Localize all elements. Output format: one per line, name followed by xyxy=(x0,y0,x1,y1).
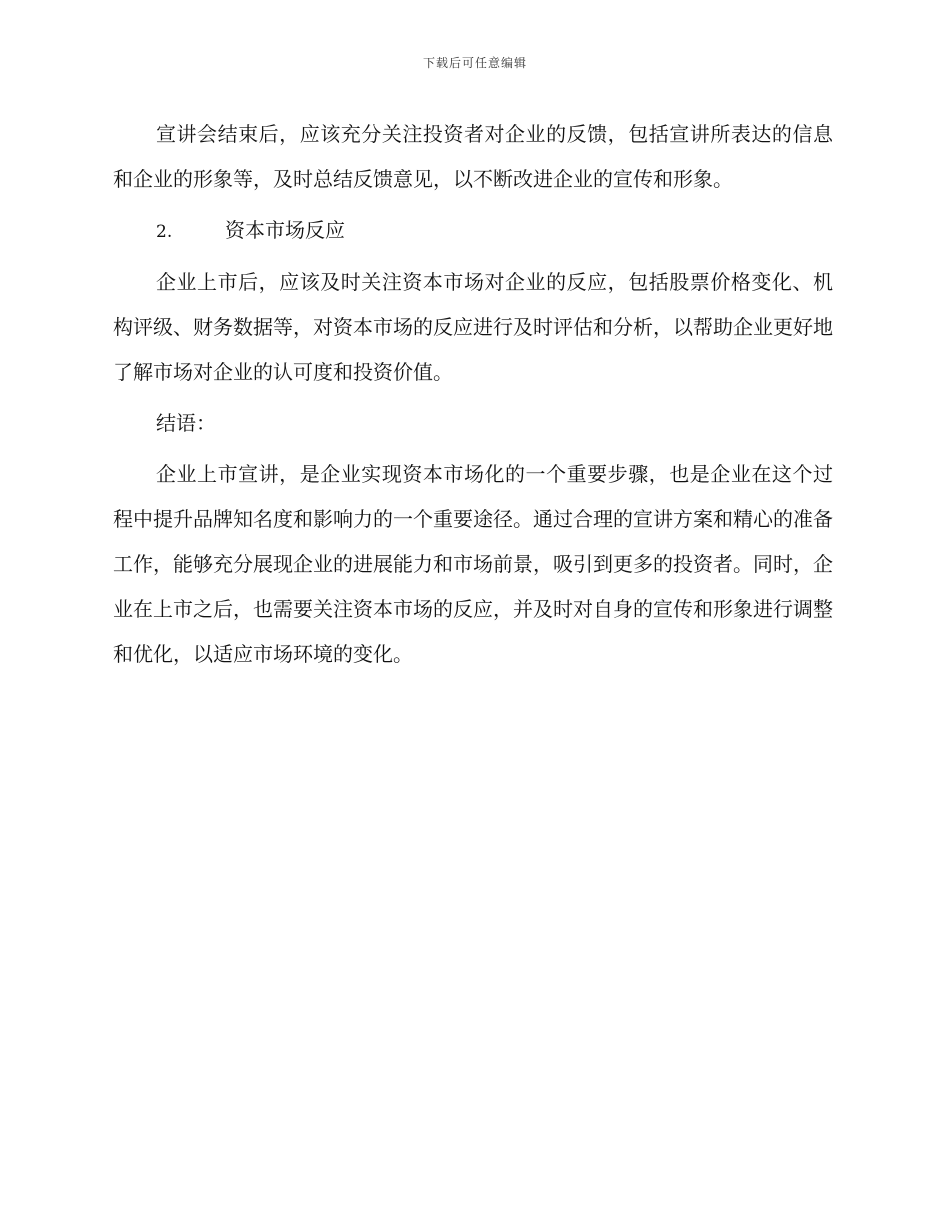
conclusion-label: 结语： xyxy=(156,411,216,435)
document-body xyxy=(113,112,833,679)
page-header: 下载后可任意编辑 xyxy=(422,56,527,70)
section-heading-capital-market xyxy=(113,208,833,255)
paragraph-capital-market: 企业上市后，应该及时关注资本市场对企业的反应，包括股票价格变化、机构评级、财务数据等，对资本市场的反应进行及时评估和分析，以帮助企业更好地了解市场对企业的认可度和投资价值。 xyxy=(113,270,833,384)
section-title: 资本市场反应 xyxy=(225,218,345,242)
paragraph-conclusion: 企业上市宣讲，是企业实现资本市场化的一个重要步骤，也是企业在这个过程中提升品牌知名度和影响力的一个重要途径。通过合理的宣讲方案和精心的准备工作，能够充分展现企业的进展能力和市场前景，吸引到更多的投资者。同时，企业在上市之后，也需要关注资本市场的反应，并及时对自身的宣传和形象进行调整和优化，以适应市场环境的变化。 xyxy=(113,462,833,666)
section-number: 2. xyxy=(156,222,173,242)
paragraph-feedback: 宣讲会结束后，应该充分关注投资者对企业的反馈，包括宣讲所表达的信息和企业的形象等，及时总结反馈意见，以不断改进企业的宣传和形象。 xyxy=(113,122,833,191)
